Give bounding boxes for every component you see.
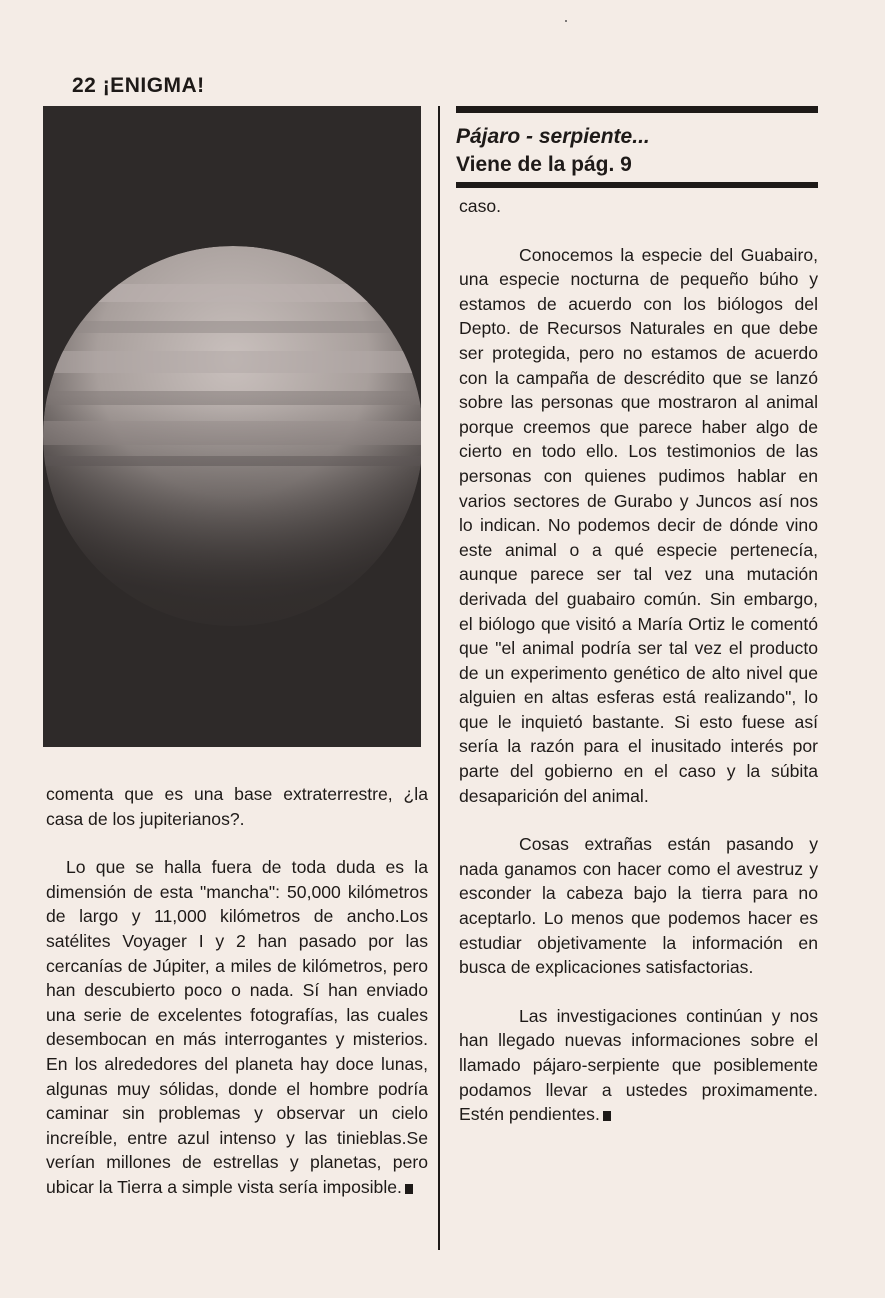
- right-paragraph-4: Las investigaciones continúan y nos han llegado nuevas informaciones sobre el llamado pájaro-serpiente que posiblemente podamos llevar a ustedes proximamente. Estén pendientes.: [459, 1005, 818, 1125]
- speck: [565, 20, 567, 22]
- page-header: 22 ¡ENIGMA!: [72, 74, 205, 97]
- end-of-article-mark: [405, 1184, 413, 1194]
- right-column: [456, 106, 818, 1151]
- continuation-title: [456, 113, 818, 179]
- end-of-article-mark: [603, 1111, 611, 1121]
- right-paragraph-1: caso.: [459, 196, 502, 216]
- left-paragraph-1: comenta que es una base extraterrestre, ¿la casa de los jupiterianos?.: [46, 784, 428, 829]
- column-divider: [438, 106, 440, 1250]
- planet-jupiter-photo: [43, 106, 421, 747]
- right-paragraph-2: Conocemos la especie del Guabairo, una especie nocturna de pequeño búho y estamos de acuerdo con los biólogos del Depto. de Recursos Naturales en que debe ser protegida, pero no estamos de acuerdo con la campaña de descrédito que se lanzó sobre las personas que mostraron al animal porque creemos que parece haber algo de cierto en todo ello. Los testimonios de las personas con quienes pudimos hablar en varios sectores de Gurabo y Juncos así nos lo indican. No podemos decir de dónde vino este animal o a qué especie pertenecía, aunque parece ser tal vez una mutación derivada del guabairo común. Sin embargo, el biólogo que visitó a María Ortiz le comentó que "el animal podría ser tal vez el producto de un experimento genético de alto nivel que alguien en altas esferas está realizando", lo que le inquietó bastante. Si esto fuese así sería la razón para el inusitado interés por parte del gobierno en el caso y la súbita desaparición del animal.: [459, 244, 818, 806]
- title-rule-bottom: [456, 182, 818, 188]
- continuation-title-line1: Pájaro - serpiente...: [456, 125, 650, 148]
- right-body: [456, 194, 818, 1127]
- jupiter-photo: [43, 106, 421, 747]
- title-rule-top: [456, 106, 818, 113]
- left-paragraph-2: Lo que se halla fuera de toda duda es la dimensión de esta "mancha": 50,000 kilómetros de largo y 11,000 kilómetros de ancho.Los satélites Voyager I y 2 han pasado por las cercanías de Júpiter, a miles de kilómetros, pero han descubierto poco o nada. Sí han enviado una serie de excelentes fotografías, las cuales desembocan en más interrogantes y misterios. En los alrededores del planeta hay doce lunas, algunas muy sólidas, donde el hombre podría caminar sin problemas y observar un cielo increíble, entre azul intenso y las tinieblas.Se verían millones de estrellas y planetas, pero ubicar la Tierra a simple vista sería imposible.: [46, 857, 428, 1197]
- left-column: [46, 782, 428, 1224]
- right-paragraph-3: Cosas extrañas están pasando y nada ganamos con hacer como el avestruz y esconder la cabeza bajo la tierra para no aceptarlo. Lo menos que podemos hacer es estudiar objetivamente la información en busca de explicaciones satisfactorias.: [459, 834, 818, 978]
- continuation-title-line2: Viene de la pág. 9: [456, 153, 632, 176]
